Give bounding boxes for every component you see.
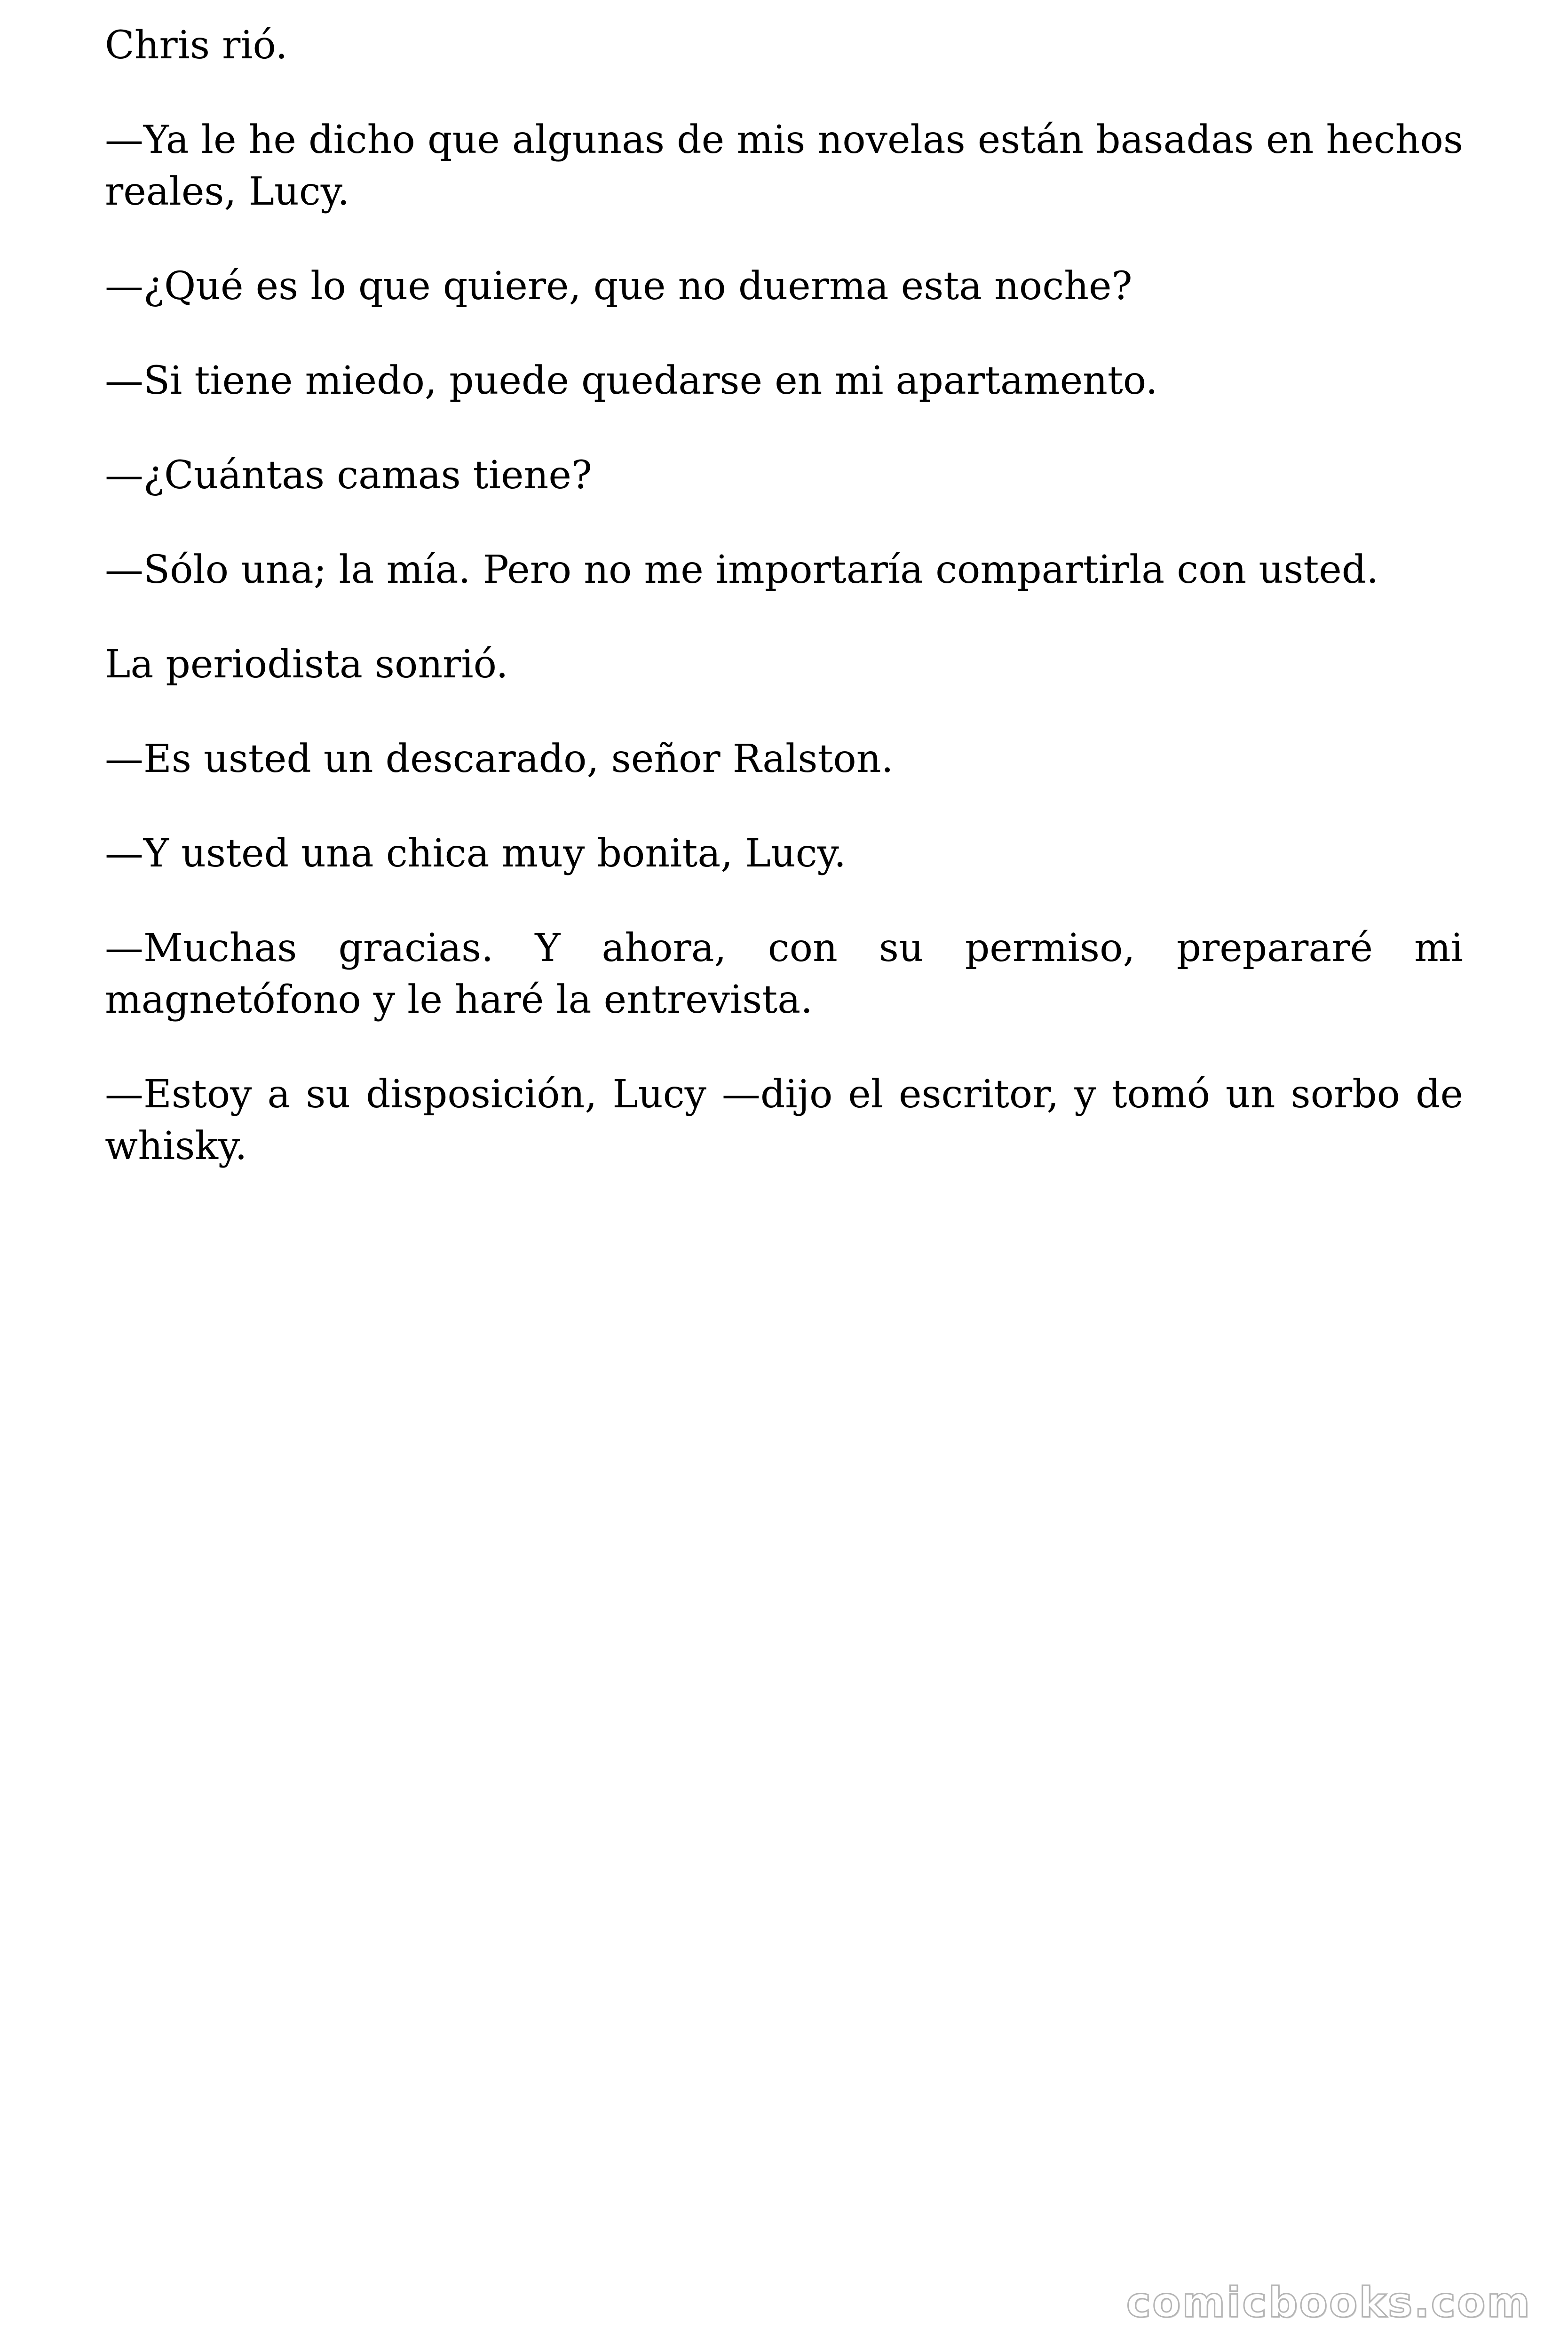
paragraph: —Y usted una chica muy bonita, Lucy. bbox=[105, 831, 847, 876]
paragraph: —Ya le he dicho que algunas de mis novelas están basadas en hechos reales, Lucy. bbox=[105, 118, 1463, 214]
paragraph: La periodista sonrió. bbox=[105, 642, 508, 687]
paragraph: —Sólo una; la mía. Pero no me importaría compartirla con usted. bbox=[105, 548, 1379, 592]
watermark: comicbooks.com bbox=[1126, 2278, 1531, 2327]
paragraph: Chris rió. bbox=[105, 23, 288, 68]
document-page bbox=[105, 0, 1463, 1172]
paragraph: —Muchas gracias. Y ahora, con su permiso, prepararé mi magnetófono y le haré la entrevista. bbox=[105, 926, 1463, 1022]
paragraph: —Es usted un descarado, señor Ralston. bbox=[105, 737, 894, 781]
paragraph: —¿Qué es lo que quiere, que no duerma esta noche? bbox=[105, 264, 1132, 309]
paragraph: —¿Cuántas camas tiene? bbox=[105, 453, 592, 498]
paragraph: —Si tiene miedo, puede quedarse en mi apartamento. bbox=[105, 358, 1158, 403]
paragraph: —Estoy a su disposición, Lucy —dijo el escritor, y tomó un sorbo de whisky. bbox=[105, 1072, 1463, 1168]
